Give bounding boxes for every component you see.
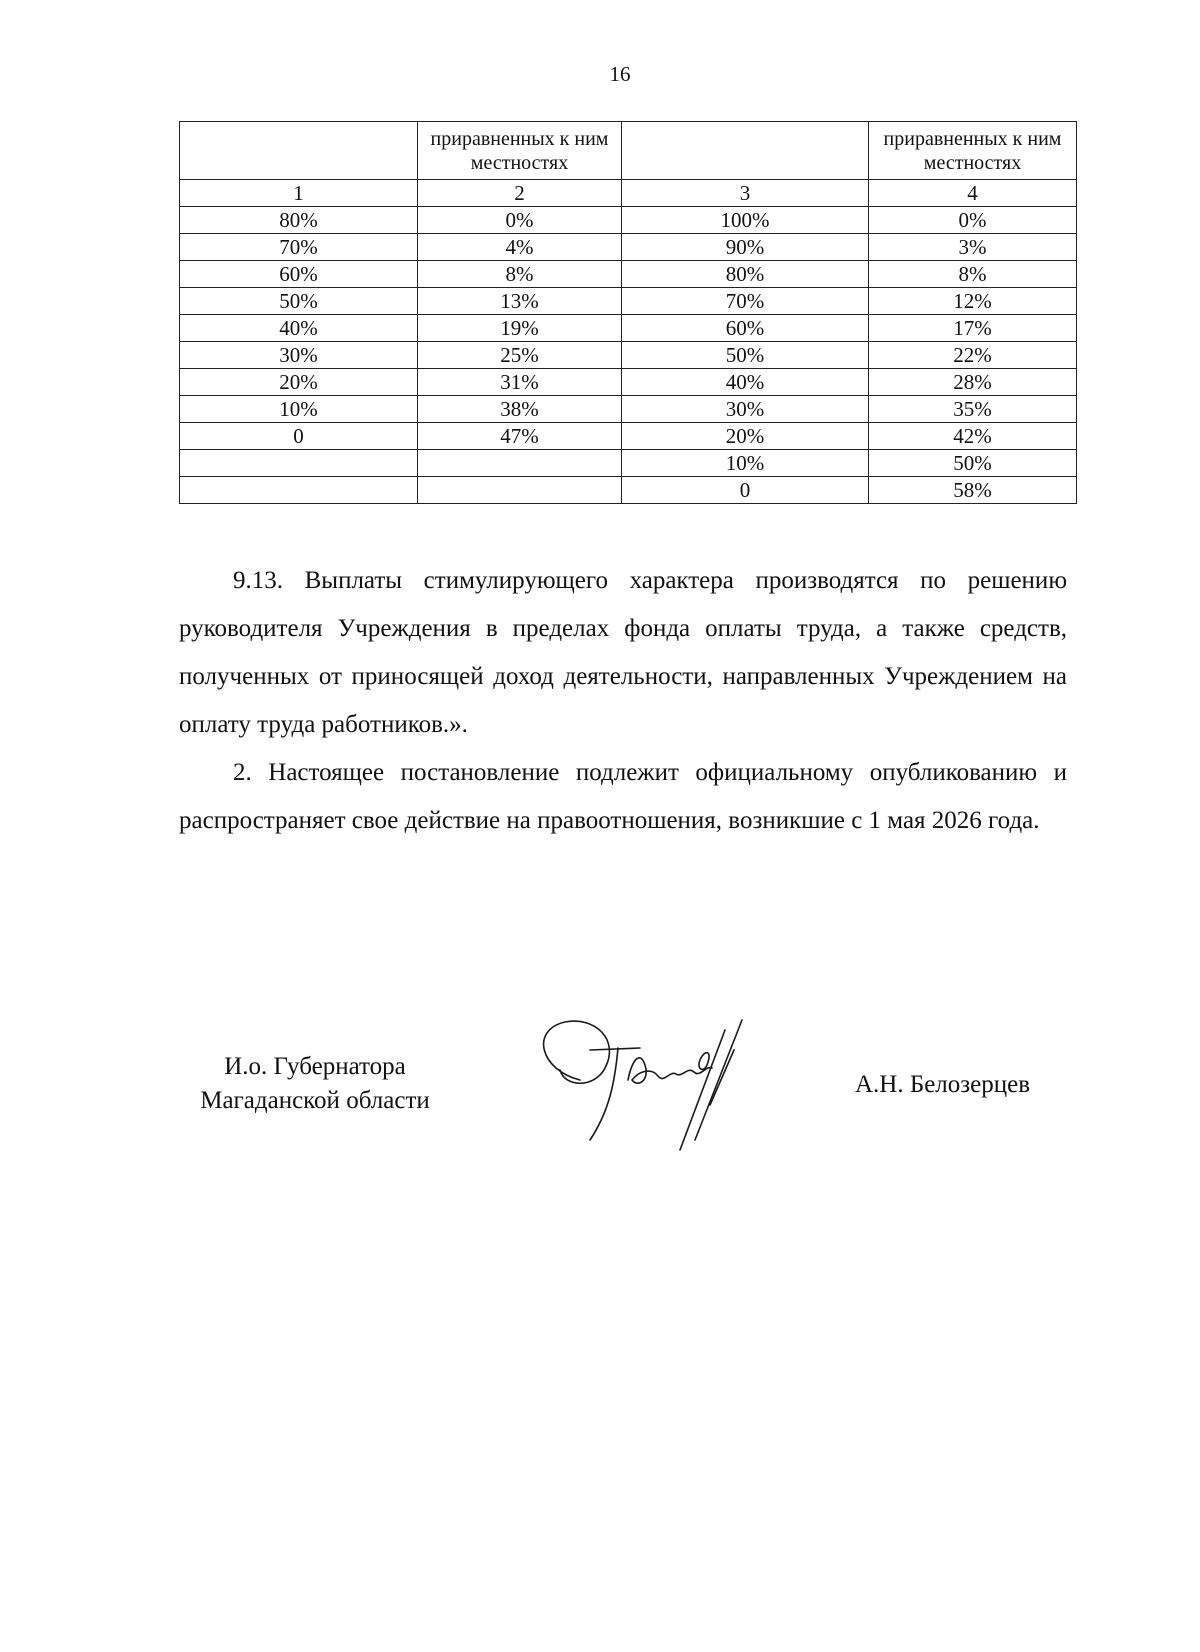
table-row [180, 396, 1077, 423]
signer-title-line: И.о. Губернатора [224, 1053, 406, 1080]
table-cell: 50% [180, 288, 418, 315]
column-number-cell: 1 [180, 180, 418, 207]
table-cell: 42% [869, 423, 1077, 450]
table-cell: 80% [622, 261, 869, 288]
table-cell: 70% [180, 234, 418, 261]
table-cell: 0% [418, 207, 622, 234]
table-cell [180, 450, 418, 477]
table-cell: 60% [622, 315, 869, 342]
table-cell: 90% [622, 234, 869, 261]
table-cell: 31% [418, 369, 622, 396]
rates-table [179, 121, 1077, 504]
table-cell: 19% [418, 315, 622, 342]
table-cell: 40% [180, 315, 418, 342]
table-header-cell [622, 122, 869, 180]
table-row [180, 477, 1077, 504]
table-cell: 22% [869, 342, 1077, 369]
table-cell: 3% [869, 234, 1077, 261]
table-row [180, 288, 1077, 315]
table-cell: 10% [622, 450, 869, 477]
table-cell: 60% [180, 261, 418, 288]
table-row [180, 207, 1077, 234]
signer-name: А.Н. Белозерцев [855, 1071, 1031, 1098]
table-cell: 12% [869, 288, 1077, 315]
signer-title-line: Магаданской области [200, 1087, 430, 1114]
table-cell: 8% [418, 261, 622, 288]
table-row [180, 342, 1077, 369]
table-header-cell: приравненных к ним местностях [418, 122, 622, 180]
table-cell [418, 450, 622, 477]
column-number-cell: 3 [622, 180, 869, 207]
table-cell: 58% [869, 477, 1077, 504]
table-cell: 20% [622, 423, 869, 450]
table-cell: 8% [869, 261, 1077, 288]
table-cell: 50% [622, 342, 869, 369]
table-cell: 0 [622, 477, 869, 504]
table-cell: 25% [418, 342, 622, 369]
paragraph-2: 2. Настоящее постановление подлежит официальному опубликованию и распространяет свое действие на правоотношения, возникшие с 1 мая 2026 года. [179, 759, 1067, 834]
table-cell: 30% [622, 396, 869, 423]
table-header-cell: приравненных к ним местностях [869, 122, 1077, 180]
table-row [180, 315, 1077, 342]
signer-title [185, 1050, 445, 1118]
table-cell: 40% [622, 369, 869, 396]
table-cell: 28% [869, 369, 1077, 396]
table-row [180, 423, 1077, 450]
table-cell: 10% [180, 396, 418, 423]
table-row [180, 234, 1077, 261]
table-cell: 80% [180, 207, 418, 234]
table-header-row [180, 122, 1077, 180]
page-number: 16 [609, 62, 631, 86]
table-cell: 13% [418, 288, 622, 315]
table-column-numbers-row [180, 180, 1077, 207]
table-row [180, 261, 1077, 288]
table-cell: 100% [622, 207, 869, 234]
table-cell: 30% [180, 342, 418, 369]
table-cell: 17% [869, 315, 1077, 342]
handwritten-signature-icon [520, 1010, 800, 1180]
column-number-cell: 2 [418, 180, 622, 207]
table-row [180, 450, 1077, 477]
table-cell: 0 [180, 423, 418, 450]
table-cell: 38% [418, 396, 622, 423]
table-header-cell [180, 122, 418, 180]
table-row [180, 369, 1077, 396]
table-cell: 70% [622, 288, 869, 315]
table-cell: 0% [869, 207, 1077, 234]
table-cell: 4% [418, 234, 622, 261]
table-cell: 20% [180, 369, 418, 396]
paragraph-9-13: 9.13. Выплаты стимулирующего характера производятся по решению руководителя Учреждения в пределах фонда оплаты труда, а также средств, полученных от приносящей доход деятельности, направленных Учреждением на оплату труда работников.». [179, 567, 1067, 738]
table-cell: 47% [418, 423, 622, 450]
table-cell [418, 477, 622, 504]
table-cell: 35% [869, 396, 1077, 423]
table-cell: 50% [869, 450, 1077, 477]
column-number-cell: 4 [869, 180, 1077, 207]
table-cell [180, 477, 418, 504]
